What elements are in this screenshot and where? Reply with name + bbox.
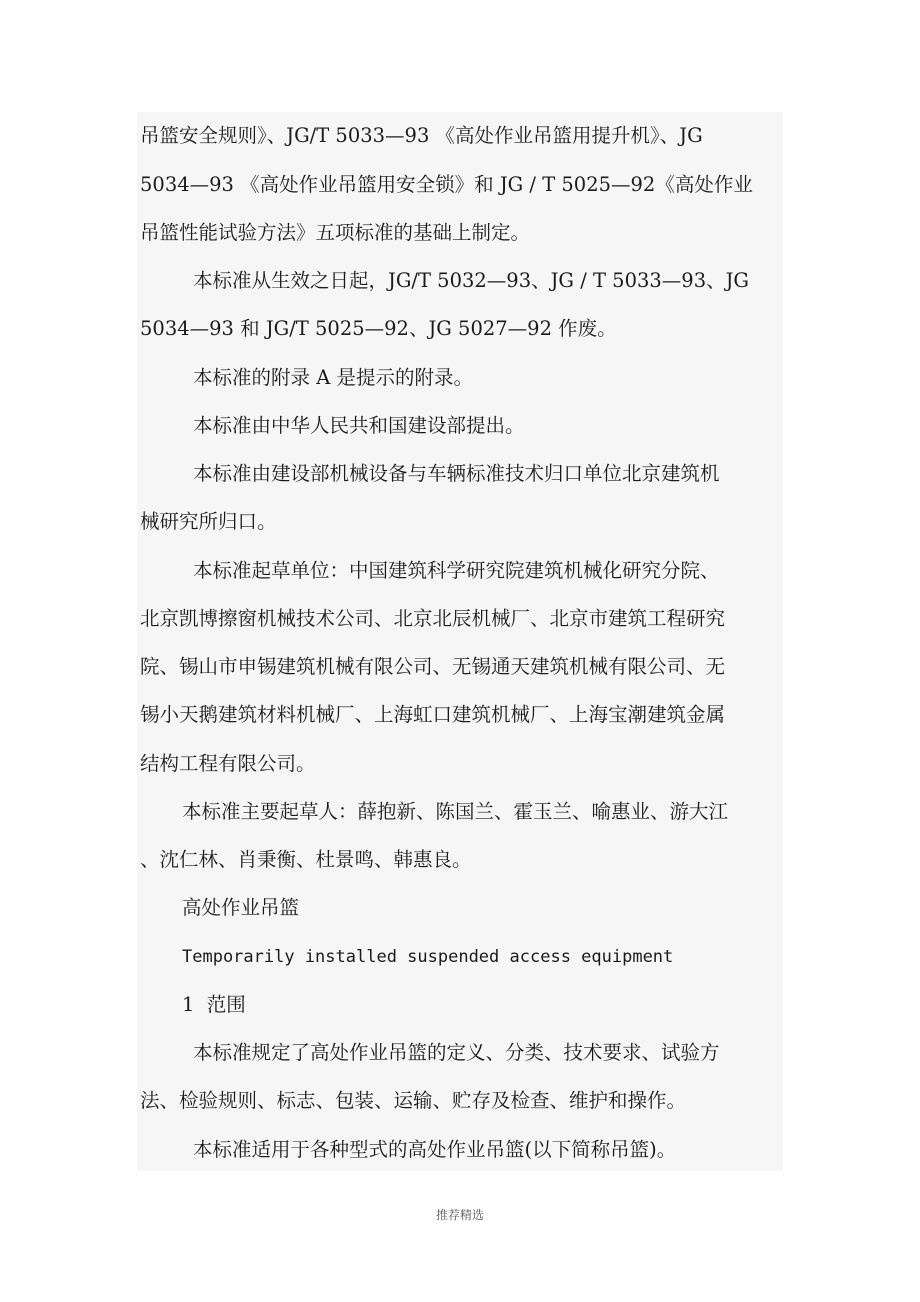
section-title-english: Temporarily installed suspended access equipment <box>182 947 674 967</box>
text-line: 本标准起草单位：中国建筑科学研究院建筑机械化研究分院、 <box>193 559 720 582</box>
section-heading-scope: 1 范围 <box>182 993 246 1016</box>
text-line: 本标准规定了高处作业吊篮的定义、分类、技术要求、试验方 <box>193 1041 720 1064</box>
text-line: 、沈仁林、肖秉衡、杜景鸣、韩惠良。 <box>140 848 472 871</box>
text-line: 械研究所归口。 <box>140 510 277 533</box>
section-title: 高处作业吊篮 <box>182 896 300 919</box>
text-line: 5034—93 和 JG/T 5025—92、JG 5027—92 作废。 <box>140 317 617 340</box>
text-line: 吊篮性能试验方法》五项标准的基础上制定。 <box>140 221 531 244</box>
text-line: 5034—93 《高处作业吊篮用安全锁》和 JG / T 5025—92《高处作业 <box>140 173 753 196</box>
text-line: 法、检验规则、标志、包装、运输、贮存及检查、维护和操作。 <box>140 1089 687 1112</box>
text-line: 本标准适用于各种型式的高处作业吊篮(以下简称吊篮)。 <box>193 1138 677 1161</box>
text-line: 锡小天鹅建筑材料机械厂、上海虹口建筑机械厂、上海宝潮建筑金属 <box>140 703 726 726</box>
text-line: 本标准由建设部机械设备与车辆标准技术归口单位北京建筑机 <box>193 462 720 485</box>
text-line: 本标准的附录 A 是提示的附录。 <box>193 366 473 389</box>
text-line: 本标准主要起草人：薛抱新、陈国兰、霍玉兰、喻惠业、游大江 <box>182 800 729 823</box>
text-line: 院、锡山市申锡建筑机械有限公司、无锡通天建筑机械有限公司、无 <box>140 655 726 678</box>
text-line: 本标准由中华人民共和国建设部提出。 <box>193 414 525 437</box>
text-line: 吊篮安全规则》、JG/T 5033—93 《高处作业吊篮用提升机》、JG <box>140 124 703 147</box>
text-line: 本标准从生效之日起，JG/T 5032—93、JG / T 5033—93、JG <box>193 269 750 292</box>
text-line: 结构工程有限公司。 <box>140 752 316 775</box>
page-footer: 推荐精选 <box>435 1208 484 1222</box>
text-line: 北京凯博擦窗机械技术公司、北京北辰机械厂、北京市建筑工程研究 <box>140 607 726 630</box>
